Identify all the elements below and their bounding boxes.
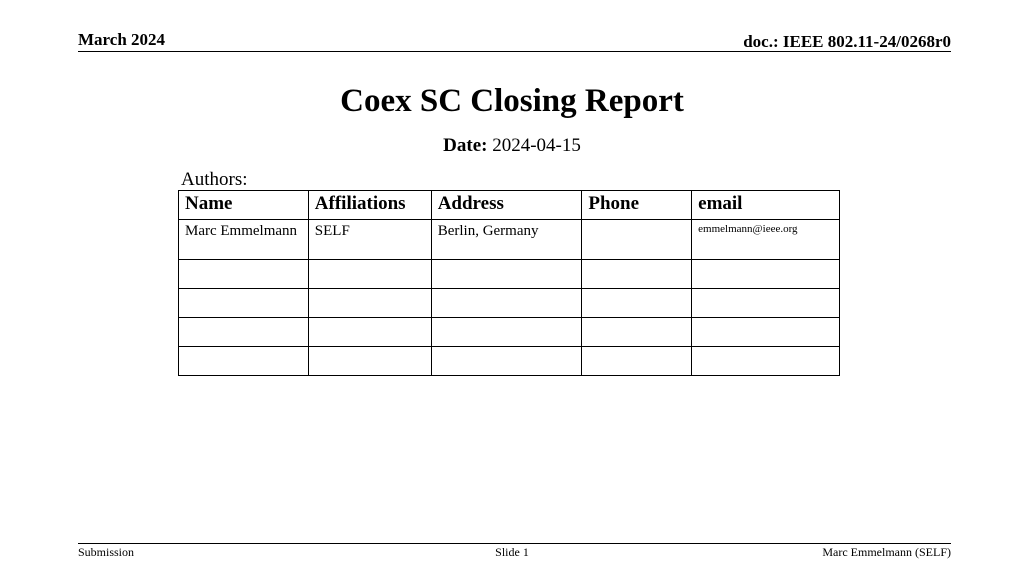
column-header-email: email (692, 191, 840, 220)
cell-address: Berlin, Germany (431, 220, 582, 260)
header-date: March 2024 (78, 30, 166, 49)
date-value: 2024-04-15 (492, 135, 581, 156)
cell-phone (582, 220, 692, 260)
column-header-affiliations: Affiliations (308, 191, 431, 220)
cell-phone (582, 318, 692, 347)
authors-label: Authors: (181, 169, 248, 190)
cell-email (692, 318, 840, 347)
footer-slide-number: Slide 1 (495, 545, 529, 559)
footer-divider (78, 543, 951, 544)
date-label: Date: (443, 135, 488, 156)
table-row (179, 289, 840, 318)
cell-address (431, 289, 582, 318)
footer-submission: Submission (78, 545, 135, 559)
column-header-name: Name (179, 191, 309, 220)
cell-affiliation (308, 347, 431, 376)
cell-name (179, 318, 309, 347)
header-doc-id: doc.: IEEE 802.11-24/0268r0 (743, 32, 951, 51)
table-header-row (179, 191, 840, 220)
cell-name: Marc Emmelmann (179, 220, 309, 260)
cell-phone (582, 260, 692, 289)
table-row (179, 347, 840, 376)
table-row (179, 220, 840, 260)
cell-address (431, 260, 582, 289)
cell-email: emmelmann@ieee.org (692, 220, 840, 260)
cell-phone (582, 347, 692, 376)
cell-affiliation (308, 289, 431, 318)
column-header-phone: Phone (582, 191, 692, 220)
authors-table (178, 190, 840, 376)
date-line (0, 135, 1024, 157)
cell-email (692, 289, 840, 318)
table-row (179, 318, 840, 347)
cell-email (692, 260, 840, 289)
cell-name (179, 260, 309, 289)
table-row (179, 260, 840, 289)
cell-email (692, 347, 840, 376)
cell-affiliation (308, 260, 431, 289)
cell-address (431, 347, 582, 376)
cell-address (431, 318, 582, 347)
cell-phone (582, 289, 692, 318)
column-header-address: Address (431, 191, 582, 220)
cell-affiliation (308, 318, 431, 347)
footer-author: Marc Emmelmann (SELF) (822, 545, 951, 559)
header-divider (78, 51, 951, 52)
cell-affiliation: SELF (308, 220, 431, 260)
cell-name (179, 289, 309, 318)
cell-name (179, 347, 309, 376)
slide-title: Coex SC Closing Report (340, 83, 684, 119)
